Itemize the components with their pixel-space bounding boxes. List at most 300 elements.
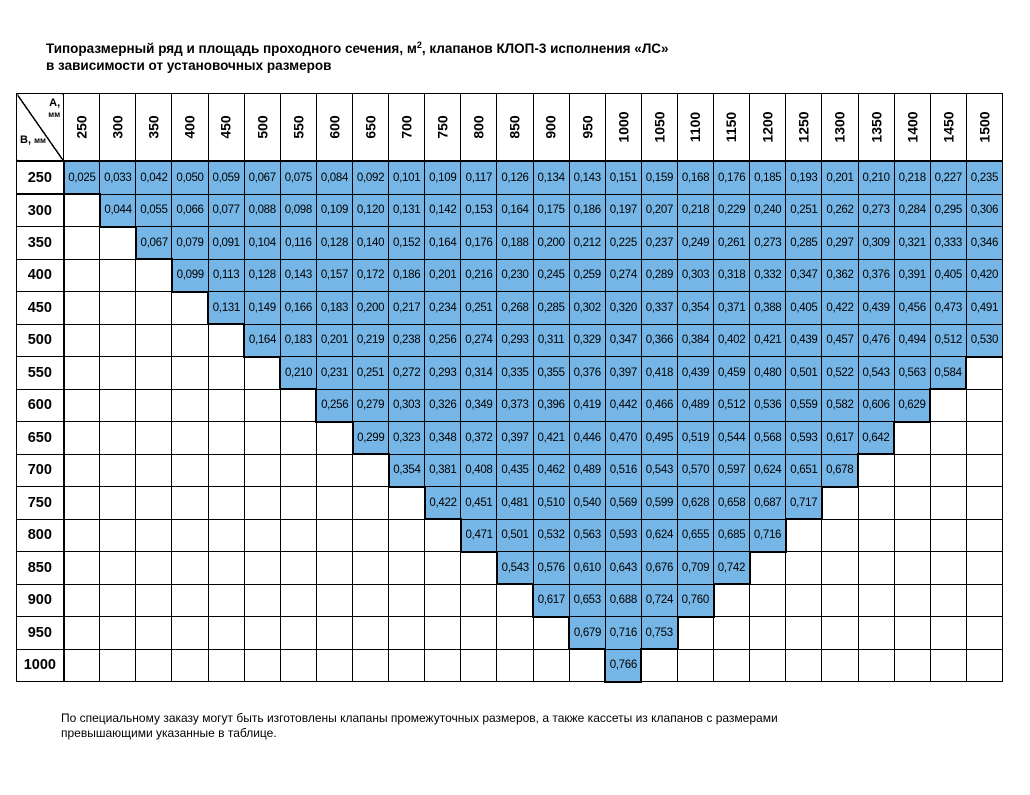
area-value-cell: 0,318 [714, 259, 750, 292]
empty-cell [353, 552, 389, 585]
area-value-cell: 0,227 [930, 161, 966, 194]
empty-cell [316, 422, 352, 455]
table-row [17, 161, 1003, 194]
empty-cell [316, 617, 352, 650]
area-value-cell: 0,238 [389, 324, 425, 357]
column-header-a [569, 94, 605, 162]
empty-cell [858, 454, 894, 487]
empty-cell [822, 584, 858, 617]
area-value-cell: 0,299 [353, 422, 389, 455]
row-header-b: 800 [17, 519, 64, 552]
area-value-cell: 0,128 [316, 227, 352, 260]
area-value-cell: 0,501 [497, 519, 533, 552]
area-value-cell: 0,624 [750, 454, 786, 487]
empty-cell [64, 259, 100, 292]
row-header-b: 300 [17, 194, 64, 227]
area-value-cell: 0,066 [172, 194, 208, 227]
area-value-cell: 0,491 [966, 292, 1002, 325]
column-header-label: 250 [73, 115, 90, 139]
row-header-b: 500 [17, 324, 64, 357]
empty-cell [64, 487, 100, 520]
empty-cell [966, 617, 1002, 650]
empty-cell [244, 389, 280, 422]
column-header-label: 1200 [759, 111, 776, 143]
empty-cell [930, 519, 966, 552]
corner-b-label: B, мм [20, 134, 46, 146]
empty-cell [280, 617, 316, 650]
empty-cell [894, 519, 930, 552]
empty-cell [136, 454, 172, 487]
area-value-cell: 0,217 [389, 292, 425, 325]
area-value-cell: 0,079 [172, 227, 208, 260]
empty-cell [244, 617, 280, 650]
area-value-cell: 0,354 [678, 292, 714, 325]
area-value-cell: 0,164 [497, 194, 533, 227]
area-value-cell: 0,532 [533, 519, 569, 552]
empty-cell [750, 552, 786, 585]
empty-cell [64, 389, 100, 422]
area-value-cell: 0,200 [353, 292, 389, 325]
column-header-a [894, 94, 930, 162]
area-value-cell: 0,285 [533, 292, 569, 325]
empty-cell [64, 227, 100, 260]
area-value-cell: 0,113 [208, 259, 244, 292]
empty-cell [208, 552, 244, 585]
empty-cell [930, 389, 966, 422]
empty-cell [64, 292, 100, 325]
area-value-cell: 0,501 [786, 357, 822, 390]
area-value-cell: 0,709 [678, 552, 714, 585]
area-value-cell: 0,512 [930, 324, 966, 357]
area-value-cell: 0,251 [461, 292, 497, 325]
column-header-a [244, 94, 280, 162]
area-value-cell: 0,200 [533, 227, 569, 260]
area-value-cell: 0,489 [569, 454, 605, 487]
corner-a-label: A, мм [48, 97, 61, 119]
area-value-cell: 0,480 [750, 357, 786, 390]
area-value-cell: 0,381 [425, 454, 461, 487]
column-header-label: 1050 [651, 111, 668, 143]
row-header-b: 850 [17, 552, 64, 585]
area-value-cell: 0,422 [822, 292, 858, 325]
empty-cell [786, 519, 822, 552]
column-header-a [316, 94, 352, 162]
area-value-cell: 0,373 [497, 389, 533, 422]
area-value-cell: 0,193 [786, 161, 822, 194]
empty-cell [64, 454, 100, 487]
empty-cell [894, 454, 930, 487]
empty-cell [425, 617, 461, 650]
empty-cell [136, 292, 172, 325]
column-header-a [822, 94, 858, 162]
area-value-cell: 0,279 [353, 389, 389, 422]
area-value-cell: 0,302 [569, 292, 605, 325]
area-value-cell: 0,075 [280, 161, 316, 194]
empty-cell [208, 357, 244, 390]
empty-cell [316, 552, 352, 585]
column-header-a [678, 94, 714, 162]
area-value-cell: 0,175 [533, 194, 569, 227]
column-header-label: 500 [254, 115, 271, 139]
column-header-label: 900 [543, 115, 560, 139]
area-value-cell: 0,516 [605, 454, 641, 487]
area-value-cell: 0,685 [714, 519, 750, 552]
empty-cell [822, 649, 858, 682]
area-value-cell: 0,067 [136, 227, 172, 260]
table-row [17, 487, 1003, 520]
area-value-cell: 0,131 [389, 194, 425, 227]
empty-cell [208, 519, 244, 552]
empty-cell [172, 584, 208, 617]
header-row [17, 94, 1003, 162]
area-value-cell: 0,760 [678, 584, 714, 617]
empty-cell [786, 552, 822, 585]
empty-cell [280, 584, 316, 617]
area-value-cell: 0,679 [569, 617, 605, 650]
empty-cell [244, 454, 280, 487]
table-row [17, 552, 1003, 585]
area-value-cell: 0,439 [786, 324, 822, 357]
area-value-cell: 0,606 [858, 389, 894, 422]
empty-cell [930, 584, 966, 617]
area-value-cell: 0,225 [605, 227, 641, 260]
area-value-cell: 0,405 [930, 259, 966, 292]
area-value-cell: 0,218 [894, 161, 930, 194]
empty-cell [172, 324, 208, 357]
area-value-cell: 0,116 [280, 227, 316, 260]
empty-cell [353, 487, 389, 520]
area-value-cell: 0,109 [425, 161, 461, 194]
row-header-b: 900 [17, 584, 64, 617]
area-value-cell: 0,176 [461, 227, 497, 260]
area-value-cell: 0,559 [786, 389, 822, 422]
column-header-a [533, 94, 569, 162]
empty-cell [136, 357, 172, 390]
area-value-cell: 0,593 [786, 422, 822, 455]
area-value-cell: 0,261 [714, 227, 750, 260]
empty-cell [966, 422, 1002, 455]
area-value-cell: 0,172 [353, 259, 389, 292]
table-body [17, 161, 1003, 682]
area-value-cell: 0,753 [641, 617, 677, 650]
area-value-cell: 0,569 [605, 487, 641, 520]
area-value-cell: 0,629 [894, 389, 930, 422]
column-header-a [750, 94, 786, 162]
area-value-cell: 0,717 [786, 487, 822, 520]
empty-cell [425, 519, 461, 552]
empty-cell [136, 649, 172, 682]
area-value-cell: 0,216 [461, 259, 497, 292]
empty-cell [208, 324, 244, 357]
area-value-cell: 0,332 [750, 259, 786, 292]
empty-cell [280, 454, 316, 487]
column-header-label: 1300 [831, 111, 848, 143]
empty-cell [641, 649, 677, 682]
empty-cell [64, 422, 100, 455]
area-value-cell: 0,186 [389, 259, 425, 292]
empty-cell [425, 584, 461, 617]
area-value-cell: 0,142 [425, 194, 461, 227]
empty-cell [100, 259, 136, 292]
area-value-cell: 0,388 [750, 292, 786, 325]
area-value-cell: 0,293 [497, 324, 533, 357]
area-value-cell: 0,098 [280, 194, 316, 227]
area-value-cell: 0,256 [316, 389, 352, 422]
area-value-cell: 0,678 [822, 454, 858, 487]
empty-cell [100, 357, 136, 390]
area-value-cell: 0,201 [425, 259, 461, 292]
area-value-cell: 0,584 [930, 357, 966, 390]
area-value-cell: 0,651 [786, 454, 822, 487]
area-value-cell: 0,519 [678, 422, 714, 455]
column-header-a [858, 94, 894, 162]
area-value-cell: 0,568 [750, 422, 786, 455]
column-header-a [605, 94, 641, 162]
footnote [61, 711, 961, 741]
area-value-cell: 0,229 [714, 194, 750, 227]
area-value-cell: 0,166 [280, 292, 316, 325]
empty-cell [966, 487, 1002, 520]
area-value-cell: 0,405 [786, 292, 822, 325]
column-header-a [172, 94, 208, 162]
area-value-cell: 0,419 [569, 389, 605, 422]
area-value-cell: 0,494 [894, 324, 930, 357]
area-value-cell: 0,289 [641, 259, 677, 292]
column-header-label: 1100 [687, 111, 704, 143]
table-row [17, 454, 1003, 487]
area-value-cell: 0,376 [858, 259, 894, 292]
column-header-a [353, 94, 389, 162]
area-value-cell: 0,183 [316, 292, 352, 325]
empty-cell [208, 584, 244, 617]
empty-cell [100, 584, 136, 617]
empty-cell [569, 649, 605, 682]
table-row [17, 324, 1003, 357]
column-header-label: 600 [326, 115, 343, 139]
area-value-cell: 0,459 [714, 357, 750, 390]
area-value-cell: 0,306 [966, 194, 1002, 227]
area-value-cell: 0,201 [316, 324, 352, 357]
area-value-cell: 0,251 [786, 194, 822, 227]
area-value-cell: 0,471 [461, 519, 497, 552]
area-value-cell: 0,543 [858, 357, 894, 390]
table-row [17, 389, 1003, 422]
area-value-cell: 0,188 [497, 227, 533, 260]
empty-cell [316, 454, 352, 487]
area-value-cell: 0,346 [966, 227, 1002, 260]
empty-cell [244, 552, 280, 585]
area-value-cell: 0,084 [316, 161, 352, 194]
column-header-a [786, 94, 822, 162]
area-value-cell: 0,311 [533, 324, 569, 357]
empty-cell [822, 617, 858, 650]
area-value-cell: 0,362 [822, 259, 858, 292]
empty-cell [533, 649, 569, 682]
area-value-cell: 0,230 [497, 259, 533, 292]
empty-cell [858, 584, 894, 617]
empty-cell [894, 487, 930, 520]
area-value-cell: 0,655 [678, 519, 714, 552]
area-value-cell: 0,446 [569, 422, 605, 455]
area-value-cell: 0,240 [750, 194, 786, 227]
area-value-cell: 0,326 [425, 389, 461, 422]
empty-cell [858, 519, 894, 552]
area-value-cell: 0,164 [425, 227, 461, 260]
table-row [17, 617, 1003, 650]
empty-cell [316, 649, 352, 682]
area-value-cell: 0,251 [353, 357, 389, 390]
area-value-cell: 0,543 [497, 552, 533, 585]
empty-cell [244, 649, 280, 682]
area-value-cell: 0,522 [822, 357, 858, 390]
empty-cell [100, 422, 136, 455]
empty-cell [208, 389, 244, 422]
area-value-cell: 0,544 [714, 422, 750, 455]
area-value-cell: 0,421 [533, 422, 569, 455]
empty-cell [280, 519, 316, 552]
area-value-cell: 0,457 [822, 324, 858, 357]
area-value-cell: 0,384 [678, 324, 714, 357]
column-header-a [930, 94, 966, 162]
column-header-a [425, 94, 461, 162]
area-value-cell: 0,249 [678, 227, 714, 260]
row-header-b: 950 [17, 617, 64, 650]
area-value-cell: 0,091 [208, 227, 244, 260]
area-value-cell: 0,109 [316, 194, 352, 227]
empty-cell [930, 422, 966, 455]
area-value-cell: 0,234 [425, 292, 461, 325]
area-value-cell: 0,309 [858, 227, 894, 260]
area-value-cell: 0,653 [569, 584, 605, 617]
area-value-cell: 0,126 [497, 161, 533, 194]
empty-cell [100, 389, 136, 422]
area-value-cell: 0,495 [641, 422, 677, 455]
empty-cell [714, 649, 750, 682]
area-value-cell: 0,421 [750, 324, 786, 357]
area-value-cell: 0,676 [641, 552, 677, 585]
area-value-cell: 0,512 [714, 389, 750, 422]
empty-cell [966, 584, 1002, 617]
area-value-cell: 0,402 [714, 324, 750, 357]
empty-cell [750, 649, 786, 682]
area-value-cell: 0,510 [533, 487, 569, 520]
area-value-cell: 0,439 [858, 292, 894, 325]
column-header-label: 1150 [723, 111, 740, 143]
empty-cell [244, 487, 280, 520]
empty-cell [172, 617, 208, 650]
empty-cell [966, 519, 1002, 552]
area-value-cell: 0,462 [533, 454, 569, 487]
empty-cell [64, 324, 100, 357]
column-header-a [208, 94, 244, 162]
empty-cell [353, 649, 389, 682]
area-value-cell: 0,397 [497, 422, 533, 455]
area-value-cell: 0,131 [208, 292, 244, 325]
area-value-cell: 0,262 [822, 194, 858, 227]
area-value-cell: 0,337 [641, 292, 677, 325]
empty-cell [930, 552, 966, 585]
area-value-cell: 0,366 [641, 324, 677, 357]
empty-cell [172, 454, 208, 487]
table-row [17, 194, 1003, 227]
area-value-cell: 0,355 [533, 357, 569, 390]
column-header-a [100, 94, 136, 162]
empty-cell [930, 617, 966, 650]
empty-cell [136, 259, 172, 292]
area-value-cell: 0,117 [461, 161, 497, 194]
area-value-cell: 0,597 [714, 454, 750, 487]
empty-cell [64, 649, 100, 682]
area-value-cell: 0,724 [641, 584, 677, 617]
footnote-line-1: По специальному заказу могут быть изготовлены клапаны промежуточных размеров, а также кассеты из клапанов с размерами [61, 711, 778, 725]
area-value-cell: 0,120 [353, 194, 389, 227]
empty-cell [425, 649, 461, 682]
empty-cell [858, 552, 894, 585]
empty-cell [461, 649, 497, 682]
area-value-cell: 0,420 [966, 259, 1002, 292]
column-header-label: 400 [182, 115, 199, 139]
area-value-cell: 0,408 [461, 454, 497, 487]
area-value-cell: 0,716 [605, 617, 641, 650]
area-value-cell: 0,157 [316, 259, 352, 292]
area-value-cell: 0,099 [172, 259, 208, 292]
area-value-cell: 0,272 [389, 357, 425, 390]
empty-cell [280, 649, 316, 682]
area-value-cell: 0,183 [280, 324, 316, 357]
area-value-cell: 0,231 [316, 357, 352, 390]
column-header-a [966, 94, 1002, 162]
area-value-cell: 0,092 [353, 161, 389, 194]
empty-cell [64, 357, 100, 390]
empty-cell [822, 487, 858, 520]
empty-cell [316, 487, 352, 520]
empty-cell [64, 584, 100, 617]
row-header-b: 250 [17, 161, 64, 194]
empty-cell [100, 227, 136, 260]
empty-cell [750, 617, 786, 650]
area-value-cell: 0,470 [605, 422, 641, 455]
empty-cell [750, 584, 786, 617]
area-value-cell: 0,397 [605, 357, 641, 390]
empty-cell [280, 552, 316, 585]
empty-cell [244, 519, 280, 552]
empty-cell [100, 617, 136, 650]
empty-cell [136, 552, 172, 585]
empty-cell [894, 552, 930, 585]
empty-cell [822, 552, 858, 585]
corner-cell [17, 94, 64, 162]
column-header-label: 1450 [940, 111, 957, 143]
footnote-line-2: превышающими указанные в таблице. [61, 726, 277, 740]
area-value-cell: 0,766 [605, 649, 641, 682]
area-value-cell: 0,624 [641, 519, 677, 552]
column-header-a [641, 94, 677, 162]
area-value-cell: 0,201 [822, 161, 858, 194]
empty-cell [389, 519, 425, 552]
empty-cell [100, 487, 136, 520]
column-header-label: 950 [579, 115, 596, 139]
empty-cell [389, 617, 425, 650]
area-value-cell: 0,442 [605, 389, 641, 422]
empty-cell [714, 584, 750, 617]
empty-cell [786, 617, 822, 650]
table-title [46, 40, 986, 74]
table-row [17, 259, 1003, 292]
area-value-cell: 0,610 [569, 552, 605, 585]
area-value-cell: 0,295 [930, 194, 966, 227]
area-value-cell: 0,481 [497, 487, 533, 520]
area-value-cell: 0,164 [244, 324, 280, 357]
